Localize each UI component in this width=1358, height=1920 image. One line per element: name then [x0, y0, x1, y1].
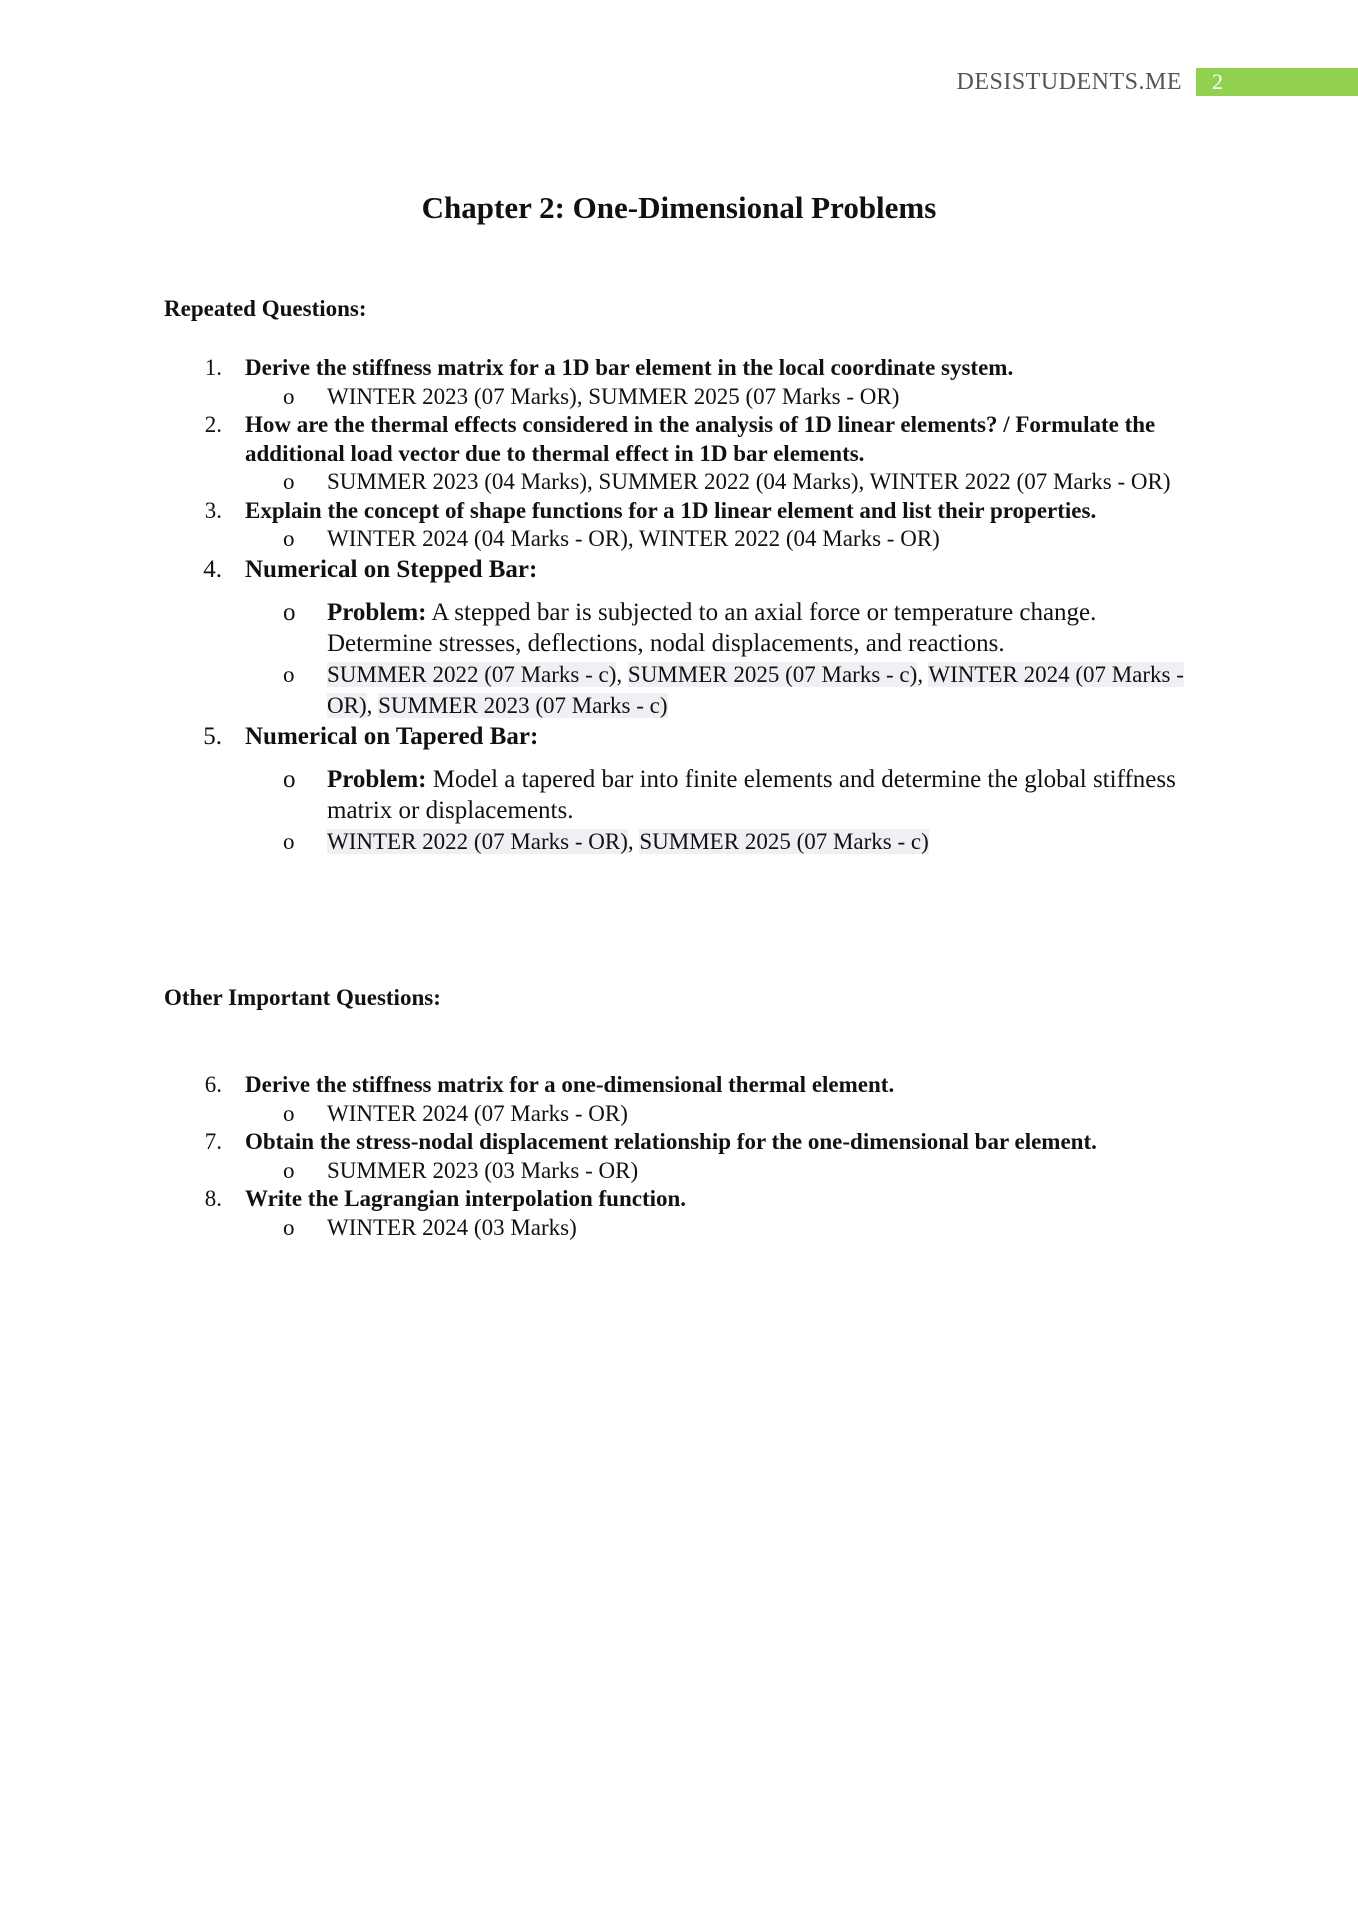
page-title: Chapter 2: One-Dimensional Problems: [421, 190, 937, 225]
repeated-questions-list: [0, 354, 1358, 857]
marks-entry: WINTER 2022 (07 Marks - OR): [327, 828, 628, 854]
page-number: 2: [1196, 68, 1358, 96]
question-3-marks: [245, 525, 1358, 554]
question-text: Explain the concept of shape functions for a 1D linear element and list their properties.: [245, 497, 1097, 523]
question-text: Derive the stiffness matrix for a 1D bar element in the local coordinate system.: [245, 355, 1014, 380]
question-text: How are the thermal effects considered in the analysis of 1D linear elements? / Formulate the additional load vector due to thermal effect in 1D bar elements.: [245, 412, 1156, 466]
question-4-marks: [245, 659, 1358, 721]
problem-label: Problem:: [327, 765, 427, 793]
marks-entry: WINTER 2024 (07 Marks - OR): [327, 661, 1184, 718]
marks-text: WINTER 2024 (03 Marks): [327, 1214, 577, 1240]
question-number: 4.: [203, 555, 222, 583]
problem-text: A stepped bar is subjected to an axial force or temperature change. Determine stresses, deflections, nodal displacements, and reactions.: [327, 598, 1097, 657]
question-2: [0, 411, 1358, 468]
question-number: 3.: [204, 497, 222, 523]
question-5-problem: [245, 764, 1358, 826]
marks-separator: ,: [917, 661, 929, 687]
question-number: 8.: [204, 1186, 222, 1211]
site-name: DESISTUDENTS.ME: [956, 68, 1182, 95]
marks-entry: SUMMER 2022 (07 Marks - c): [327, 661, 617, 687]
marks-entry: SUMMER 2025 (07 Marks - c): [627, 661, 918, 687]
question-text: Obtain the stress-nodal displacement relationship for the one-dimensional bar element.: [245, 1129, 1097, 1154]
question-2-marks: [245, 468, 1358, 497]
marks-separator: ,: [616, 661, 628, 687]
question-4: [0, 554, 1358, 585]
question-7: [0, 1128, 1358, 1157]
page-header: [956, 68, 1358, 96]
question-4-problem: [245, 597, 1358, 659]
marks-text: WINTER 2024 (07 Marks - OR): [327, 1100, 628, 1126]
question-5-marks: [245, 826, 1358, 857]
marks-entry: SUMMER 2023 (07 Marks - c): [378, 692, 668, 718]
other-questions-heading: Other Important Questions:: [164, 985, 441, 1010]
bullet-marker: o: [283, 526, 295, 551]
problem-text: Model a tapered bar into finite elements and determine the global stiffness matrix or displacements.: [327, 765, 1176, 824]
bullet-marker: o: [283, 828, 295, 854]
question-text: Derive the stiffness matrix for a one-dimensional thermal element.: [245, 1072, 895, 1097]
marks-text: WINTER 2024 (04 Marks - OR), WINTER 2022 (04 Marks - OR): [327, 526, 940, 551]
bullet-marker: o: [283, 383, 295, 409]
bullet-marker: o: [283, 1100, 295, 1126]
question-number: 6.: [204, 1072, 222, 1097]
question-8-marks: [245, 1214, 1358, 1243]
marks-text: WINTER 2023 (07 Marks), SUMMER 2025 (07 Marks - OR): [327, 383, 900, 409]
question-text: Numerical on Tapered Bar:: [245, 722, 539, 750]
question-number: 1.: [204, 355, 222, 380]
question-3: [0, 497, 1358, 526]
bullet-marker: o: [283, 1214, 295, 1240]
question-number: 5.: [203, 722, 222, 750]
bullet-marker: o: [283, 765, 296, 793]
question-1-marks: [245, 383, 1358, 412]
marks-separator: ,: [366, 692, 379, 718]
bullet-marker: o: [283, 1157, 295, 1183]
bullet-marker: o: [283, 661, 295, 687]
marks-entry: SUMMER 2025 (07 Marks - c): [639, 828, 929, 854]
question-number: 7.: [204, 1129, 222, 1154]
bullet-marker: o: [283, 598, 296, 626]
question-6-marks: [245, 1100, 1358, 1129]
marks-text: SUMMER 2023 (04 Marks), SUMMER 2022 (04 Marks), WINTER 2022 (07 Marks - OR): [327, 469, 1171, 494]
bullet-marker: o: [283, 469, 295, 494]
repeated-questions-heading: Repeated Questions:: [164, 296, 367, 321]
question-8: [0, 1185, 1358, 1214]
question-number: 2.: [204, 412, 222, 437]
marks-separator: ,: [627, 828, 640, 854]
question-5: [0, 721, 1358, 752]
question-6: [0, 1071, 1358, 1100]
question-7-marks: [245, 1157, 1358, 1186]
marks-text: SUMMER 2023 (03 Marks - OR): [327, 1157, 639, 1183]
other-questions-list: [0, 1071, 1358, 1242]
question-text: Numerical on Stepped Bar:: [245, 555, 538, 583]
problem-label: Problem:: [327, 598, 427, 626]
question-text: Write the Lagrangian interpolation function.: [245, 1186, 687, 1211]
question-1: [0, 354, 1358, 383]
